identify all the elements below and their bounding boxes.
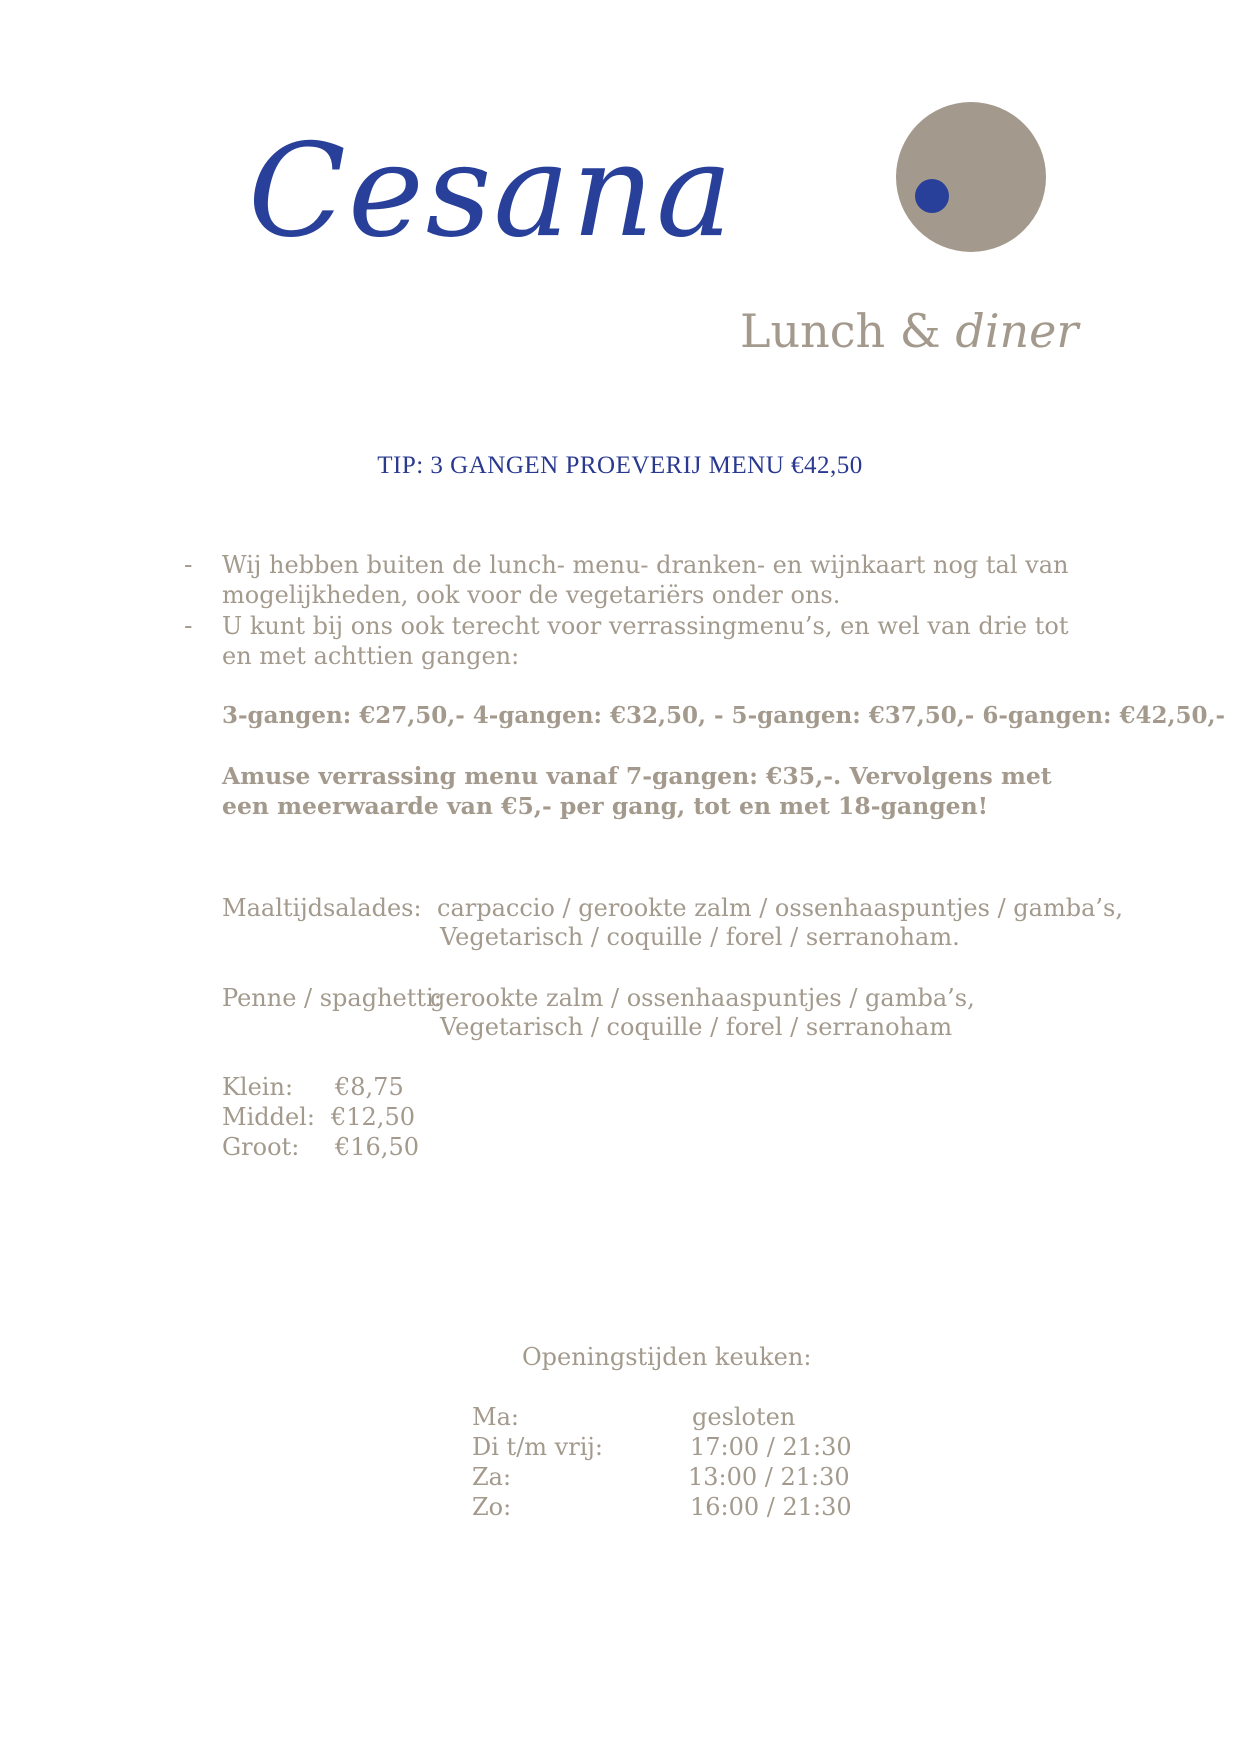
size-label: Klein: — [222, 1073, 294, 1101]
hours-time: 13:00 / 21:30 — [688, 1463, 850, 1491]
size-label: Groot: — [222, 1133, 300, 1161]
hours-time: 16:00 / 21:30 — [690, 1493, 852, 1521]
size-price: €12,50 — [331, 1103, 415, 1131]
pasta-label: Penne / spaghetti: — [222, 984, 442, 1012]
bullet-text: U kunt bij ons ook terecht voor verrassingmenu’s, en wel van drie tot en met achttien gangen: — [222, 612, 1069, 670]
tip-heading: TIP: 3 GANGEN PROEVERIJ MENU €42,50 — [377, 452, 863, 479]
courses-prices: 3-gangen: €27,50,- 4-gangen: €32,50, - 5-gangen: €37,50,- 6-gangen: €42,50,- — [222, 702, 1226, 729]
bullet-dash: - — [184, 611, 193, 640]
pasta-line-2: Vegetarisch / coquille / forel / serranoham — [440, 1013, 953, 1041]
salads-line-2: Vegetarisch / coquille / forel / serranoham. — [440, 923, 960, 951]
logo-wordmark: Cesana — [248, 117, 735, 266]
hours-day: Za: — [472, 1463, 512, 1491]
hours-title: Openingstijden keuken: — [522, 1343, 812, 1371]
salads-label: Maaltijdsalades: — [222, 894, 422, 922]
salads-line-1: carpaccio / gerookte zalm / ossenhaaspuntjes / gamba’s, — [437, 894, 1123, 922]
hours-day: Zo: — [472, 1493, 512, 1521]
size-price: €8,75 — [335, 1073, 404, 1101]
logo-dot-icon — [915, 179, 949, 213]
hours-time: gesloten — [692, 1403, 796, 1431]
hours-day: Ma: — [472, 1403, 519, 1431]
hours-time: 17:00 / 21:30 — [690, 1433, 852, 1461]
tagline — [740, 304, 1078, 358]
tagline-regular: Lunch & — [740, 304, 941, 358]
hours-day: Di t/m vrij: — [472, 1433, 603, 1461]
logo-circle-icon — [896, 102, 1046, 252]
size-label: Middel: — [222, 1103, 315, 1131]
bullet-text: Wij hebben buiten de lunch- menu- dranken- en wijnkaart nog tal van mogelijkheden, ook voor de vegetariërs onder ons. — [222, 551, 1069, 609]
bullet-dash: - — [184, 550, 193, 579]
size-price: €16,50 — [335, 1133, 419, 1161]
pasta-line-1: gerookte zalm / ossenhaaspuntjes / gamba’s, — [430, 984, 975, 1012]
tagline-italic: diner — [955, 304, 1079, 358]
amuse-menu-text: Amuse verrassing menu vanaf 7-gangen: €35,-. Vervolgens met een meerwaarde van €5,- per gang, tot en met 18-gangen! — [222, 762, 1052, 820]
